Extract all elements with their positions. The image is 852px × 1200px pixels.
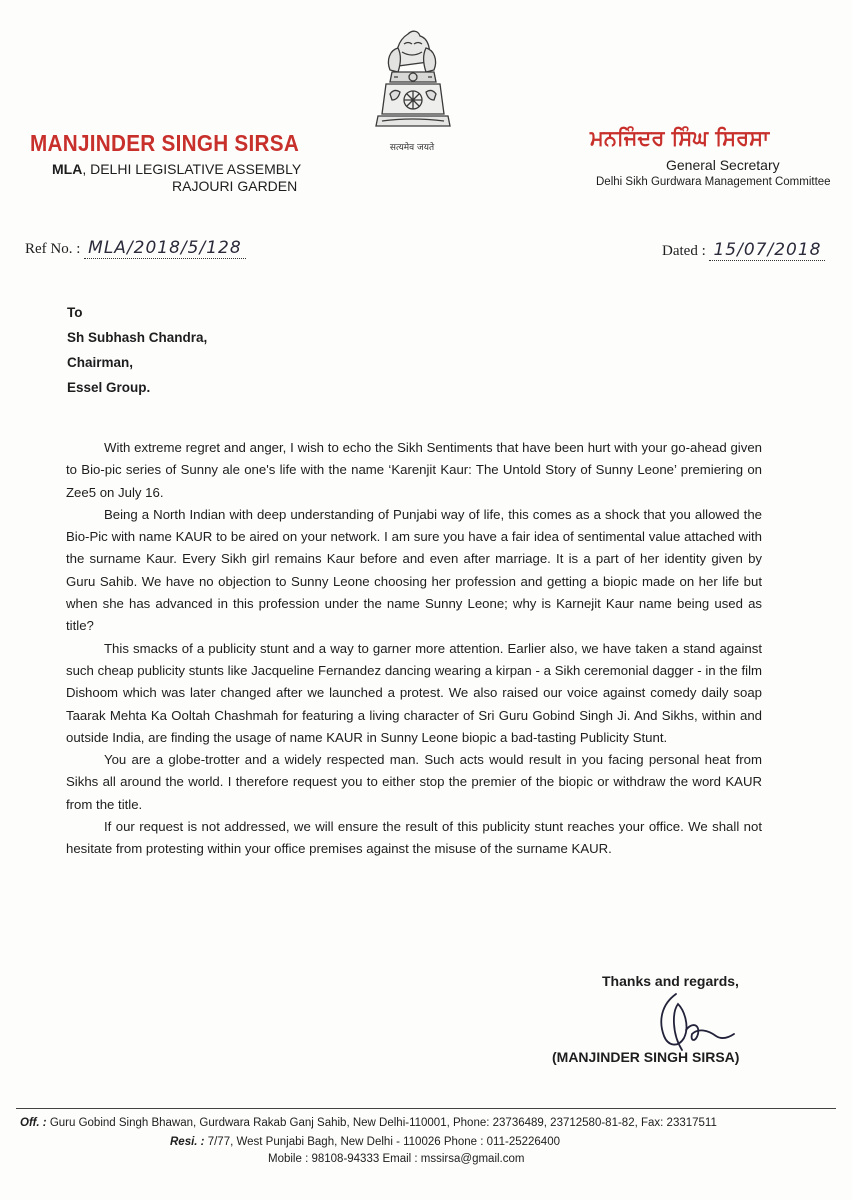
- residence-address: 7/77, West Punjabi Bagh, New Delhi - 110026 Phone : 011-25226400: [207, 1136, 560, 1148]
- date-label: Dated :: [662, 243, 706, 259]
- footer-contact: Mobile : 98108-94333 Email : mssirsa@gmail.com: [268, 1153, 525, 1165]
- ashoka-emblem-icon: [368, 22, 458, 140]
- letterhead-name: MANJINDER SINGH SIRSA: [30, 130, 300, 156]
- ref-number: [25, 238, 246, 258]
- footer-office: [20, 1117, 717, 1129]
- recipient-details: [67, 325, 207, 400]
- recipient-title: Chairman,: [67, 355, 134, 370]
- closing-salutation: Thanks and regards,: [602, 973, 739, 989]
- role-assembly: , DELHI LEGISLATIVE ASSEMBLY: [82, 161, 302, 177]
- paragraph: Being a North Indian with deep understanding of Punjabi way of life, this comes as a shock that you allowed the Bio-Pic with name KAUR to be aired on your network. I am sure you have a fair idea of sentimental value attached with the surname Kaur. Every Sikh girl remains Kaur before and even after marriage. It is a part of her identity given by Guru Sahib. We have no objection to Sunny Leone choosing her profession and getting a biopic made on her life but when she has advanced in this profession under the name Sunny Leone; why is Karnejit Kaur name being used as title?: [66, 506, 762, 634]
- role-abbrev: MLA: [52, 161, 83, 177]
- emblem-motto: सत्यमेव जयते: [389, 143, 435, 153]
- ref-label: Ref No. :: [25, 241, 81, 257]
- date-value: 15/07/2018: [709, 240, 825, 261]
- letterhead-name-gurmukhi: ਮਨਜਿੰਦਰ ਸਿੰਘ ਸਿਰਸਾ: [590, 126, 770, 150]
- recipient-to: To: [67, 305, 83, 320]
- paragraph: This smacks of a publicity stunt and a way to garner more attention. Earlier also, we have taken a stand against such cheap publicity stunts like Jacqueline Fernandez dancing wearing a kirpan - a Sikh ceremonial dagger - in the film Dishoom which was later changed after we launched a protest. We also raised our voice against comedy daily soap Taarak Mehta Ka Ooltah Chashmah for featuring a living character of Sri Guru Gobind Singh Ji. And Sikhs, within and outside India, are finding the usage of name KAUR in Sunny Leone biopic a bad-tasting Publicity Stunt.: [66, 640, 762, 745]
- office-label: Off. :: [20, 1117, 47, 1129]
- letterhead-constituency: RAJOURI GARDEN: [172, 178, 298, 194]
- paragraph: You are a globe-trotter and a widely respected man. Such acts would result in you facing personal heat from Sikhs all around the world. I therefore request you to either stop the premier of the biopic or withdraw the word KAUR from the title.: [66, 752, 762, 812]
- date: [662, 240, 825, 260]
- office-address: Guru Gobind Singh Bhawan, Gurdwara Rakab Ganj Sahib, New Delhi-110001, Phone: 23736489, 23712580-81-82, Fax: 23317511: [49, 1117, 717, 1129]
- paragraph: If our request is not addressed, we will ensure the result of this publicity stunt reaches your office. We shall not hesitate from protesting within your office premises against the misuse of the surname KAUR.: [66, 819, 762, 857]
- recipient-name: Sh Subhash Chandra,: [67, 330, 208, 345]
- letterhead-organization: Delhi Sikh Gurdwara Management Committee: [596, 176, 831, 188]
- recipient-org: Essel Group.: [67, 380, 151, 395]
- letter-body: [66, 437, 762, 861]
- letterhead-role: [52, 161, 301, 177]
- residence-label: Resi. :: [170, 1136, 205, 1148]
- footer-residence: [170, 1136, 560, 1148]
- letterhead-title: General Secretary: [666, 157, 780, 173]
- ref-value: MLA/2018/5/128: [84, 238, 245, 259]
- recipient-block: [67, 300, 83, 325]
- signer-name: (MANJINDER SINGH SIRSA): [552, 1049, 740, 1065]
- paragraph: With extreme regret and anger, I wish to echo the Sikh Sentiments that have been hurt with your go-ahead given to Bio-pic series of Sunny ale one's life with the name ‘Karenjit Kaur: The Untold Story of Sunny Leone’ premiering on Zee5 on July 16.: [66, 440, 762, 500]
- footer-divider: [16, 1108, 836, 1109]
